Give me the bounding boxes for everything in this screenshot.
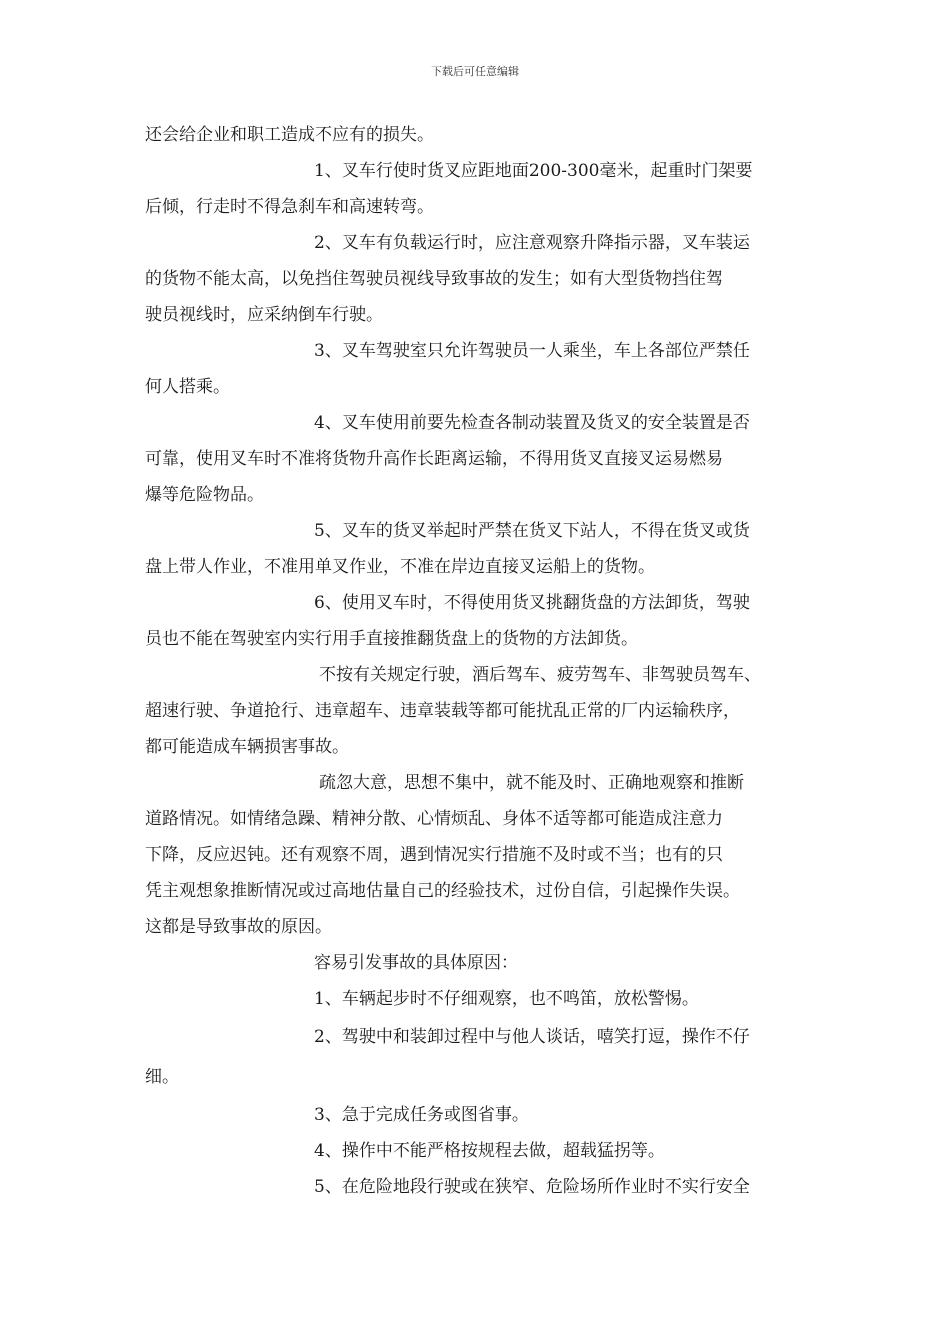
text-line: 的货物不能太高，以免挡住驾驶员视线导致事故的发生；如有大型货物挡住驾 <box>145 269 723 289</box>
page-header: 下载后可任意编辑 <box>431 65 519 78</box>
text-line: 1、叉车行使时货叉应距地面200-300毫米，起重时门架要 <box>314 161 753 181</box>
text-line: 还会给企业和职工造成不应有的损失。 <box>145 125 434 145</box>
text-line: 3、急于完成任务或图省事。 <box>314 1105 529 1125</box>
document-body <box>145 117 810 1205</box>
text-line: 5、叉车的货叉举起时严禁在货叉下站人，不得在货叉或货 <box>314 521 750 541</box>
text-line: 3、叉车驾驶室只允许驾驶员一人乘坐，车上各部位严禁任 <box>314 341 750 361</box>
text-line: 这都是导致事故的原因。 <box>145 917 332 937</box>
text-line: 4、叉车使用前要先检查各制动装置及货叉的安全装置是否 <box>314 413 750 433</box>
text-line: 凭主观想象推断情况或过高地估量自己的经验技术，过份自信，引起操作失误。 <box>145 881 740 901</box>
text-line: 后倾，行走时不得急刹车和高速转弯。 <box>145 197 434 217</box>
text-line: 不按有关规定行驶，酒后驾车、疲劳驾车、非驾驶员驾车、 <box>319 665 761 685</box>
text-line: 疏忽大意，思想不集中，就不能及时、正确地观察和推断 <box>319 773 744 793</box>
text-line: 细。 <box>145 1067 179 1087</box>
text-line: 2、驾驶中和装卸过程中与他人谈话，嘻笑打逗，操作不仔 <box>314 1027 750 1047</box>
text-line: 4、操作中不能严格按规程去做，超载猛拐等。 <box>314 1141 665 1161</box>
text-line: 可靠，使用叉车时不准将货物升高作长距离运输，不得用货叉直接叉运易燃易 <box>145 449 723 469</box>
text-line: 5、在危险地段行驶或在狭窄、危险场所作业时不实行安全 <box>314 1177 750 1197</box>
text-line: 爆等危险物品。 <box>145 485 264 505</box>
text-line: 盘上带人作业，不准用单叉作业，不准在岸边直接叉运船上的货物。 <box>145 557 655 577</box>
text-line: 容易引发事故的具体原因： <box>314 953 518 973</box>
text-line: 2、叉车有负载运行时，应注意观察升降指示器，叉车装运 <box>314 233 750 253</box>
text-line: 下降，反应迟钝。还有观察不周，遇到情况实行措施不及时或不当；也有的只 <box>145 845 723 865</box>
text-line: 1、车辆起步时不仔细观察，也不鸣笛，放松警惕。 <box>314 989 699 1009</box>
text-line: 道路情况。如情绪急躁、精神分散、心情烦乱、身体不适等都可能造成注意力 <box>145 809 723 829</box>
text-line: 何人搭乘。 <box>145 377 230 397</box>
text-line: 驶员视线时，应采纳倒车行驶。 <box>145 305 383 325</box>
text-line: 都可能造成车辆损害事故。 <box>145 737 349 757</box>
text-line: 6、使用叉车时，不得使用货叉挑翻货盘的方法卸货，驾驶 <box>314 593 750 613</box>
text-line: 员也不能在驾驶室内实行用手直接推翻货盘上的货物的方法卸货。 <box>145 629 638 649</box>
text-line: 超速行驶、争道抢行、违章超车、违章装载等都可能扰乱正常的厂内运输秩序， <box>145 701 740 721</box>
